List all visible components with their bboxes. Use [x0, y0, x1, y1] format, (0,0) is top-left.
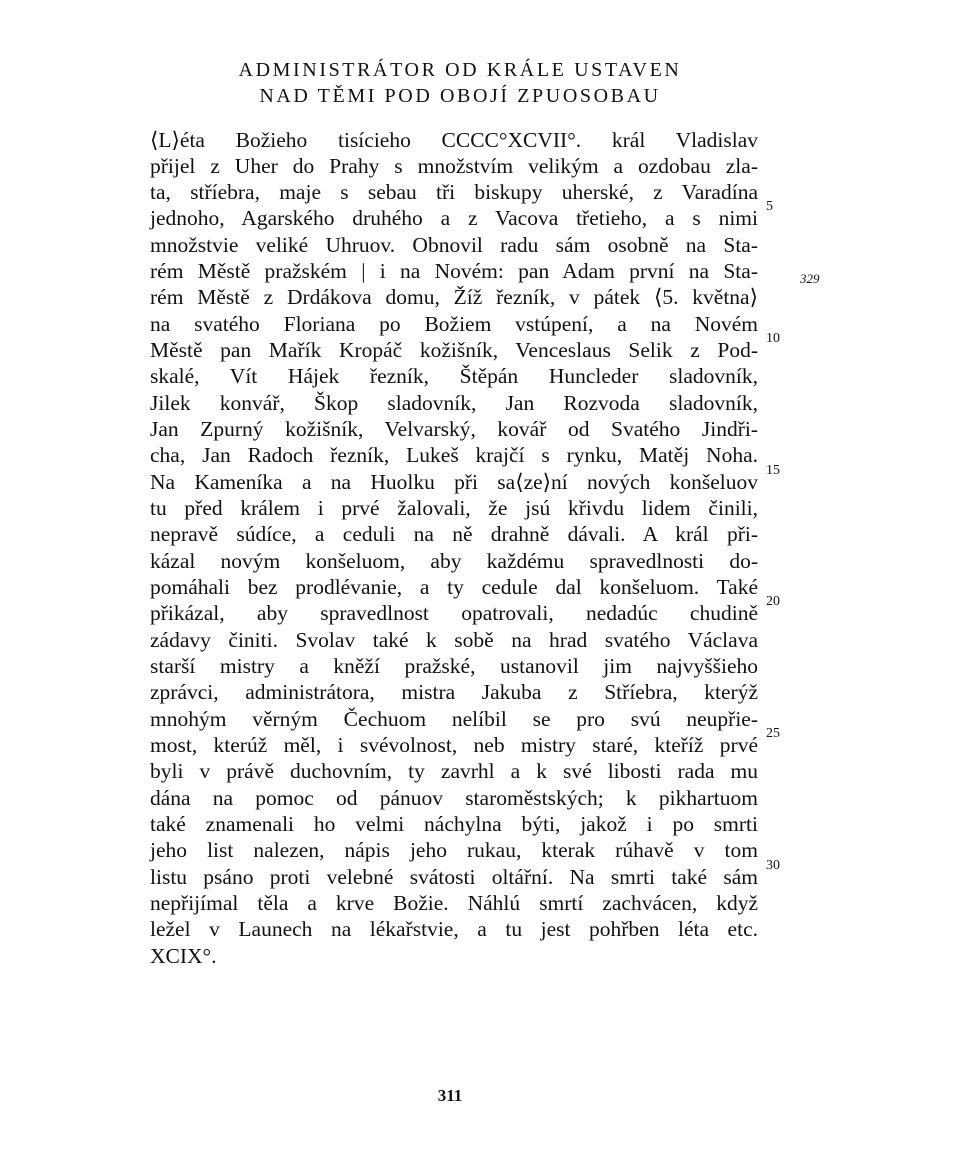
text-line: ležel v Launech na lékařstvie, a tu jest pohřben léta etc.: [150, 917, 758, 941]
text-line: dána na pomoc od pánuov staroměstských; k pikhartuom: [150, 786, 758, 810]
text-line: pomáhali bez prodlévanie, a ty cedule dal konšeluom. Také: [150, 575, 758, 599]
text-line: Jan Zpurný kožišník, Velvarský, kovář od Svatého Jindři-: [150, 417, 758, 441]
text-line: listu psáno proti velebné svátosti oltářní. Na smrti také sám: [150, 865, 758, 889]
text-line: kázal novým konšeluom, aby každému spravedlnosti do-: [150, 549, 758, 573]
text-line: množstvie veliké Uhruov. Obnovil radu sám osobně na Sta-: [150, 233, 758, 257]
text-line: ta, stříebra, maje s sebau tři biskupy uherské, z Varadína: [150, 180, 758, 204]
text-line: tu před králem i prvé žalovali, že jsú křivdu lidem činili,: [150, 496, 758, 520]
text-line: jednoho, Agarského druhého a z Vacova třetieho, a s nimi: [150, 206, 758, 230]
line-number: 5: [766, 199, 773, 214]
source-page-reference: 329: [800, 271, 820, 286]
text-line: jeho list nalezen, nápis jeho rukau, kterak rúhavě v tom: [150, 838, 758, 862]
text-line: nepřijímal těla a krve Božie. Náhlú smrtí zachvácen, když: [150, 891, 758, 915]
chapter-title-line-1: ADMINISTRÁTOR OD KRÁLE USTAVEN: [238, 59, 682, 81]
line-number: 15: [766, 463, 780, 478]
text-line: XCIX°.: [150, 944, 217, 968]
text-line: skalé, Vít Hájek řezník, Štěpán Huncleder sladovník,: [150, 364, 758, 388]
text-line: byli v právě duchovním, ty zavrhl a k své libosti rada mu: [150, 759, 758, 783]
text-line: most, kterúž měl, i svévolnost, neb mistry staré, kteříž prvé: [150, 733, 758, 757]
text-line: cha, Jan Radoch řezník, Lukeš krajčí s rynku, Matěj Noha.: [150, 443, 758, 467]
text-line: přikázal, aby spravedlnost opatrovali, nedadúc chudině: [150, 601, 758, 625]
text-line: starší mistry a kněží pražské, ustanovil jim najvyššieho: [150, 654, 758, 678]
line-number: 25: [766, 726, 780, 741]
text-line: mnohým věrným Čechuom nelíbil se pro svú neupřie-: [150, 707, 758, 731]
line-number: 20: [766, 594, 780, 609]
text-line: Jilek konvář, Škop sladovník, Jan Rozvoda sladovník,: [150, 391, 758, 415]
text-line: rém Městě pražském | i na Novém: pan Adam první na Sta-: [150, 259, 758, 283]
text-line: na svatého Floriana po Božiem vstúpení, a na Novém: [150, 312, 758, 336]
text-line: Na Kameníka a na Huolku při sa⟨ze⟩ní nových konšeluov: [150, 470, 758, 494]
text-line: nepravě súdíce, a ceduli na ně drahně dávali. A král při-: [150, 522, 758, 546]
line-number: 30: [766, 858, 780, 873]
chapter-title-line-2: NAD TĚMI POD OBOJÍ ZPUOSOBAU: [259, 85, 661, 107]
text-line: také znamenali ho velmi náchylna býti, jakož i po smrti: [150, 812, 758, 836]
text-line: přijel z Uher do Prahy s množstvím velikým a ozdobau zla-: [150, 154, 758, 178]
text-line: zprávci, administrátora, mistra Jakuba z Stříebra, kterýž: [150, 680, 758, 704]
text-line: rém Městě z Drdákova domu, Žíž řezník, v pátek ⟨5. května⟩: [150, 285, 758, 309]
text-line: ⟨L⟩éta Božieho tisícieho CCCC°XCVII°. král Vladislav: [150, 128, 758, 152]
text-line: Městě pan Mařík Kropáč kožišník, Venceslaus Selik z Pod-: [150, 338, 758, 362]
line-number: 10: [766, 331, 780, 346]
text-line: zádavy činiti. Svolav také k sobě na hrad svatého Václava: [150, 628, 758, 652]
page-number: 311: [437, 1086, 463, 1105]
